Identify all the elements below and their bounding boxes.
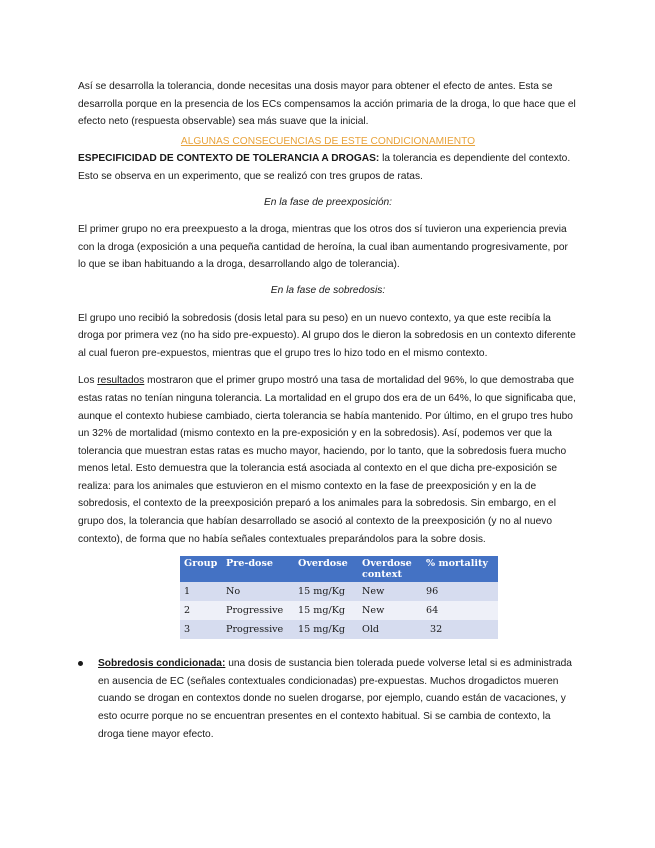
bullet-text: una dosis de sustancia bien tolerada puede volverse letal si es administrada en ausencia de EC (señales contextuales condicionadas) pre-expuestas. Muchos drogadictos mueren cuando se drogan en contextos donde no suelen drogarse, por ejemplo, cuando están de vacaciones, y esto ocurre porque no se encuentran presentes en el contexto habitual. Si se cambia de contexto, la droga tiene mayor efecto.: [98, 658, 572, 740]
table-header-row: [180, 556, 498, 582]
cell-pre-dose: No: [222, 582, 294, 601]
header-overdose: Overdose: [294, 556, 358, 582]
header-overdose-context: Overdose context: [358, 556, 422, 582]
cell-pre-dose: Progressive: [222, 601, 294, 620]
cell-overdose: 15 mg/Kg: [294, 601, 358, 620]
cell-overdose-context: Old: [358, 620, 422, 639]
cell-mortality: 96: [422, 582, 498, 601]
cell-overdose-context: New: [358, 582, 422, 601]
bullet-icon: [78, 661, 83, 666]
cell-mortality: 64: [422, 601, 498, 620]
cell-overdose: 15 mg/Kg: [294, 620, 358, 639]
bullet-paragraph: [98, 655, 578, 743]
header-group: Group: [180, 556, 222, 582]
cell-overdose: 15 mg/Kg: [294, 582, 358, 601]
results-text: mostraron que el primer grupo mostró una tasa de mortalidad del 96%, lo que demostraba que estas ratas no tenían ninguna tolerancia. La mortalidad en el grupo dos era de un 64%, lo que significaba que, aunque el contexto hubiese cambiado, cierta tolerancia se había mantenido. Por último, en el grupo tres hubo un 32% de mortalidad (mismo contexto en la pre-exposición y en la sobredosis). Así, podemos ver que la tolerancia que muestran estas ratas es mucho mayor, haciendo, por lo tanto, que la sobredosis fuera mucho menos letal. Esto demuestra que la tolerancia está asociada al contexto en el que dicha pre-exposición se realiza: para los animales que estuvieron en el mismo contexto en la fase de preexposición y en la de sobredosis, el contexto de la preexposición preparó a los animales para la sobredosis. Sin embargo, en el grupo dos, la tolerancia que habían desarrollado se asoció al contexto de la preexposición (y no al nuevo contexto), de forma que no había señales contextuales preparándolos para la sobre dosis.: [78, 375, 576, 545]
bullet-label: Sobredosis condicionada:: [98, 658, 226, 670]
bullet-item: [78, 655, 578, 743]
intro-paragraph: Así se desarrolla la tolerancia, donde necesitas una dosis mayor para obtener el efecto de antes. Esta se desarrolla porque en la presencia de los ECs compensamos la acción primaria de la droga, lo que hace que el efecto neto (respuesta observable) sea más suave que la inicial.: [78, 81, 576, 128]
table-row: [180, 601, 498, 620]
overdose-paragraph: El grupo uno recibió la sobredosis (dosis letal para su peso) en un nuevo contexto, ya que este recibía la droga por primera vez (no ha sido pre-expuesto). Al grupo dos le dieron la sobredosis en un contexto diferente al cual fueron pre-expuestos, mientras que el grupo tres lo hizo todo en el mismo contexto.: [78, 312, 576, 359]
cell-overdose-context: New: [358, 601, 422, 620]
specificity-paragraph: [78, 150, 578, 185]
document-page: [78, 78, 578, 743]
cell-pre-dose: Progressive: [222, 620, 294, 639]
cell-group: 3: [180, 620, 222, 639]
table-row: [180, 620, 498, 639]
cell-group: 2: [180, 601, 222, 620]
phase-preexposure-heading: En la fase de preexposición:: [264, 196, 392, 208]
specificity-text: la tolerancia es dependiente del contexto. Esto se observa en un experimento, que se realizó con tres grupos de ratas.: [78, 153, 571, 182]
cell-mortality: 32: [422, 620, 498, 639]
results-paragraph: [78, 372, 578, 548]
specificity-label: ESPECIFICIDAD DE CONTEXTO DE TOLERANCIA A DROGAS:: [78, 153, 380, 165]
results-word: resultados: [97, 375, 145, 387]
header-mortality: % mortality: [422, 556, 498, 582]
preexposure-paragraph: El primer grupo no era preexpuesto a la droga, mientras que los otros dos sí tuvieron una experiencia previa con la droga (exposición a una pequeña cantidad de heroína, la cual iban aumentando progresivamente, por lo que se iban habituando a la droga, desarrollando algo de tolerancia).: [78, 224, 568, 271]
section-heading: ALGUNAS CONSECUENCIAS DE ESTE CONDICIONAMIENTO: [180, 135, 476, 147]
mortality-table: [180, 556, 498, 639]
results-lead: Los: [78, 375, 98, 387]
table-row: [180, 582, 498, 601]
cell-group: 1: [180, 582, 222, 601]
phase-overdose-heading: En la fase de sobredosis:: [270, 284, 386, 296]
header-pre-dose: Pre-dose: [222, 556, 294, 582]
